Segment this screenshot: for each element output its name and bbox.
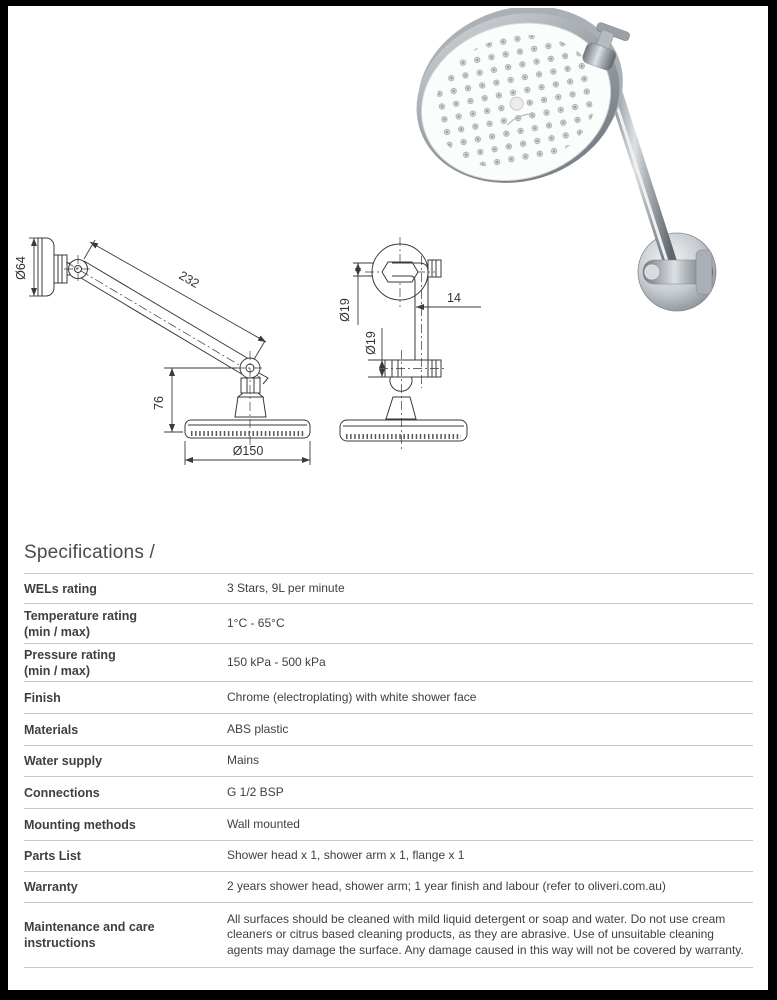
- technical-drawing-side-view: [14, 225, 334, 485]
- dim-label-inlet-diameter: Ø19: [338, 298, 352, 322]
- spec-row-wels-rating: [24, 574, 753, 604]
- spec-label: [24, 753, 227, 769]
- dim-arm-tube-width: [416, 291, 481, 307]
- dim-label-flange-diameter: Ø64: [14, 256, 28, 280]
- spec-value: ABS plastic: [227, 721, 289, 736]
- spec-row-finish: [24, 682, 753, 714]
- spec-label-line1: Materials: [24, 722, 79, 737]
- specifications-heading: Specifications /: [24, 542, 155, 563]
- spec-label-line2: instructions: [24, 936, 96, 950]
- spec-label: [24, 690, 227, 706]
- dim-label-arm-tube-width: 14: [447, 291, 461, 305]
- spec-label-line1: Finish: [24, 690, 61, 705]
- spec-value: Shower head x 1, shower arm x 1, flange x 1: [227, 848, 465, 863]
- spec-label-line2: (min / max): [24, 663, 90, 678]
- spec-label-line1: WELs rating: [24, 581, 97, 596]
- drawing-flange-front: [365, 237, 435, 307]
- spec-label: [24, 722, 227, 738]
- spec-label: [24, 919, 227, 951]
- dim-elbow-diameter: [364, 328, 387, 377]
- dim-label-head-diameter: Ø150: [232, 444, 264, 458]
- spec-label-line1: Mounting methods: [24, 817, 136, 832]
- spec-value: Mains: [227, 753, 260, 768]
- dim-flange-diameter: [14, 238, 41, 296]
- spec-label: [24, 647, 227, 679]
- spec-row-materials: [24, 714, 753, 746]
- spec-row-connections: [24, 777, 753, 809]
- dim-label-arm-length: 232: [176, 268, 202, 291]
- spec-row-warranty: [24, 872, 753, 903]
- spec-label-line1: Warranty: [24, 880, 78, 894]
- spec-label: [24, 581, 227, 597]
- dim-arm-length: [84, 240, 266, 361]
- specifications-table: [24, 573, 753, 968]
- spec-label-line1: Connections: [24, 785, 100, 800]
- dim-label-head-drop: 76: [152, 396, 166, 410]
- spec-row-parts-list: [24, 841, 753, 872]
- spec-row-maintenance: [24, 903, 753, 968]
- spec-label-line1: Pressure rating: [24, 647, 116, 662]
- spec-label-line1: Water supply: [24, 754, 103, 768]
- spec-value: 150 kPa - 500 kPa: [227, 654, 326, 669]
- dim-head-diameter: [185, 441, 310, 465]
- spec-label: [24, 879, 227, 895]
- spec-label: [24, 817, 227, 833]
- spec-value: 3 Stars, 9L per minute: [227, 580, 345, 595]
- spec-value: Wall mounted: [227, 816, 300, 831]
- drawing-arm-side: [66, 261, 261, 378]
- spec-row-mounting-methods: [24, 809, 753, 841]
- spec-value: 1°C - 65°C: [227, 615, 285, 630]
- spec-label-line1: Maintenance and care: [24, 920, 155, 934]
- specifications-section: [24, 535, 753, 968]
- dim-label-elbow-diameter: Ø19: [364, 331, 378, 355]
- drawing-head-front: [340, 350, 467, 451]
- spec-label-line1: Parts List: [24, 849, 81, 863]
- technical-drawing-front-view: [335, 230, 525, 460]
- spec-value: All surfaces should be cleaned with mild liquid detergent or soap and water. Do not use cream cleaners or citrus based cleaning products, as they are abrasive. Use of unsuitable cleaning agents may damage the surface. Any damage caused in this way will not be covered by warranty.: [227, 912, 744, 957]
- spec-label: [24, 785, 227, 801]
- dim-head-drop: [152, 368, 237, 432]
- spec-value: 2 years shower head, shower arm; 1 year finish and labour (refer to oliveri.com.au): [227, 879, 666, 894]
- spec-label-line1: Temperature rating: [24, 608, 137, 623]
- spec-row-water-supply: [24, 746, 753, 777]
- page-content: [8, 6, 768, 990]
- spec-row-temperature-rating: [24, 604, 753, 644]
- spec-label: [24, 608, 227, 640]
- spec-value: G 1/2 BSP: [227, 784, 284, 799]
- spec-label: [24, 848, 227, 864]
- spec-value: Chrome (electroplating) with white shower face: [227, 689, 477, 704]
- spec-label-line2: (min / max): [24, 624, 90, 639]
- spec-row-pressure-rating: [24, 644, 753, 682]
- drawing-wall-flange: [38, 238, 92, 296]
- drawing-head-side: [185, 351, 310, 445]
